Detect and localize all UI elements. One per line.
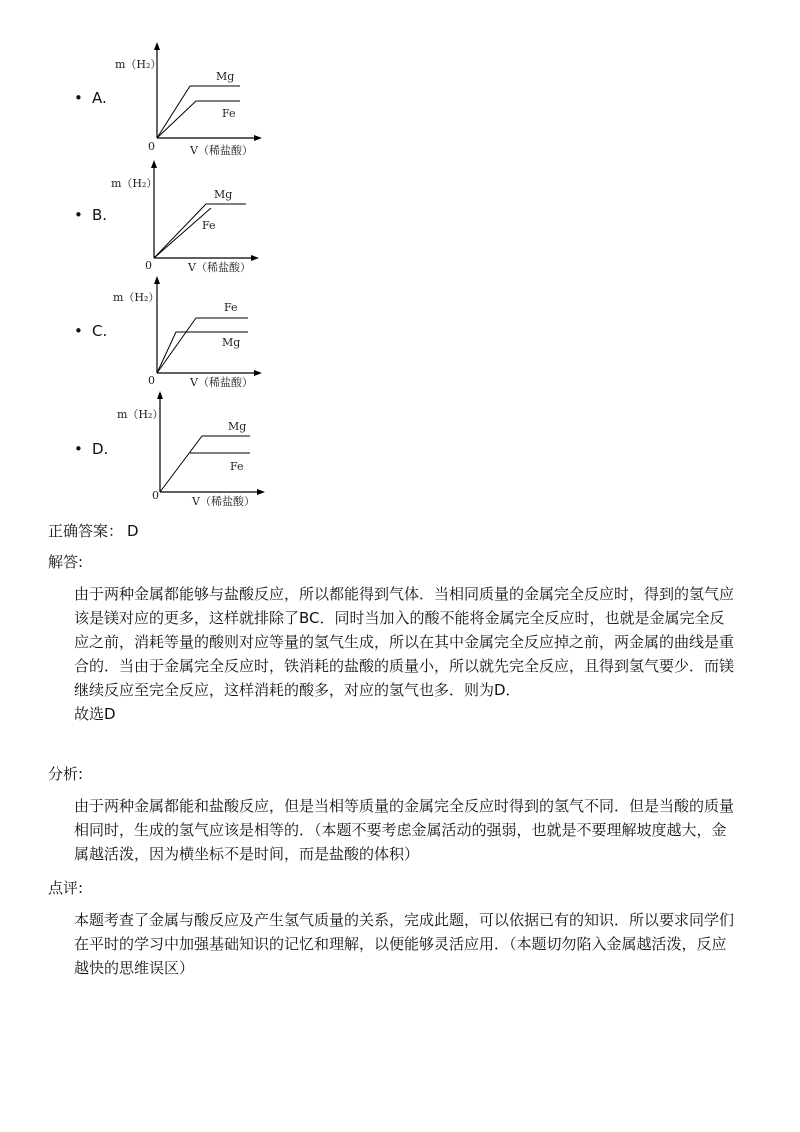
curve-lower xyxy=(154,208,211,258)
y-axis-arrow xyxy=(157,391,163,399)
curve-upper-label: Mg xyxy=(228,420,247,433)
bullet: • xyxy=(74,440,83,458)
option-letter: B. xyxy=(92,206,108,224)
analysis-text: 由于两种金属都能和盐酸反应，但是当相等质量的金属完全反应时得到的氢气不同．但是当酸的质量相同时，生成的氢气应该是相等的．（本题不要考虑金属活动的强弱，也就是不要理解坡度越大，金属越活泼，因为横坐标不是时间，而是盐酸的体积） xyxy=(74,797,735,863)
comment-title: 点评: xyxy=(48,879,84,897)
origin-label: 0 xyxy=(148,140,155,153)
graph-d xyxy=(112,388,272,512)
y-axis-label: m（H₂） xyxy=(111,177,158,190)
comment-body xyxy=(74,908,734,980)
bullet: • xyxy=(74,322,83,340)
y-axis-label: m（H₂） xyxy=(117,408,164,421)
solution-body xyxy=(74,582,734,726)
x-axis-arrow xyxy=(257,489,265,495)
y-axis-label: m（H₂） xyxy=(113,291,160,304)
curve-lower-label: Fe xyxy=(222,107,236,120)
x-axis-arrow xyxy=(254,135,262,141)
option-c[interactable] xyxy=(0,274,360,392)
x-axis-label: V（稀盐酸） xyxy=(190,376,253,389)
x-axis-arrow xyxy=(251,255,259,261)
option-letter: A. xyxy=(92,89,107,107)
origin-label: 0 xyxy=(145,259,152,272)
solution-title: 解答: xyxy=(48,553,84,571)
comment-text: 本题考查了金属与酸反应及产生氢气质量的关系，完成此题，可以依据已有的知识．所以要求同学们在平时的学习中加强基础知识的记忆和理解，以便能够灵活应用．（本题切勿陷入金属越活泼，反应越快的思维误区） xyxy=(74,911,735,977)
correct-answer xyxy=(48,521,139,541)
x-axis-label: V（稀盐酸） xyxy=(190,144,253,157)
option-a[interactable] xyxy=(0,40,360,160)
option-b[interactable] xyxy=(0,158,360,276)
option-letter: C. xyxy=(92,322,108,340)
x-axis-label: V（稀盐酸） xyxy=(188,261,251,274)
solution-text: 由于两种金属都能够与盐酸反应，所以都能得到气体．当相同质量的金属完全反应时，得到的氢气应该是镁对应的更多，这样就排除了BC．同时当加入的酸不能将金属完全反应时，也就是金属完全反应之前，消耗等量的酸则对应等量的氢气生成，所以在其中金属完全反应掉之前，两金属的曲线是重合的．当由于金属完全反应时，铁消耗的盐酸的质量小，所以就先完全反应，且得到氢气要少．而镁继续反应至完全反应，这样消耗的酸多，对应的氢气也多．则为D． xyxy=(74,585,735,699)
curve-lower-label: Mg xyxy=(222,336,241,349)
curve-upper-label: Mg xyxy=(214,188,233,201)
analysis-title: 分析: xyxy=(48,765,84,783)
y-axis-label: m（H₂） xyxy=(115,58,162,71)
correct-answer-value: D xyxy=(127,522,139,540)
curve-lower-label: Fe xyxy=(230,460,244,473)
bullet: • xyxy=(74,206,83,224)
x-axis-arrow xyxy=(254,370,262,376)
correct-answer-label: 正确答案： xyxy=(48,522,124,540)
option-letter: D. xyxy=(92,440,109,458)
graph-b xyxy=(108,158,268,276)
y-axis-arrow xyxy=(154,42,160,50)
solution-conclusion: 故选D xyxy=(74,705,116,723)
curve-upper xyxy=(154,204,246,258)
analysis-body xyxy=(74,794,734,866)
option-d[interactable] xyxy=(0,388,360,512)
origin-label: 0 xyxy=(152,489,159,502)
bullet: • xyxy=(74,89,83,107)
curve-upper-label: Mg xyxy=(216,70,235,83)
y-axis-arrow xyxy=(151,160,157,168)
graph-c xyxy=(110,274,270,392)
origin-label: 0 xyxy=(148,374,155,387)
curve-upper-label: Fe xyxy=(224,301,238,314)
x-axis-label: V（稀盐酸） xyxy=(192,495,255,508)
graph-a xyxy=(110,40,270,160)
curve-lower-label: Fe xyxy=(202,219,216,232)
y-axis-arrow xyxy=(154,276,160,284)
